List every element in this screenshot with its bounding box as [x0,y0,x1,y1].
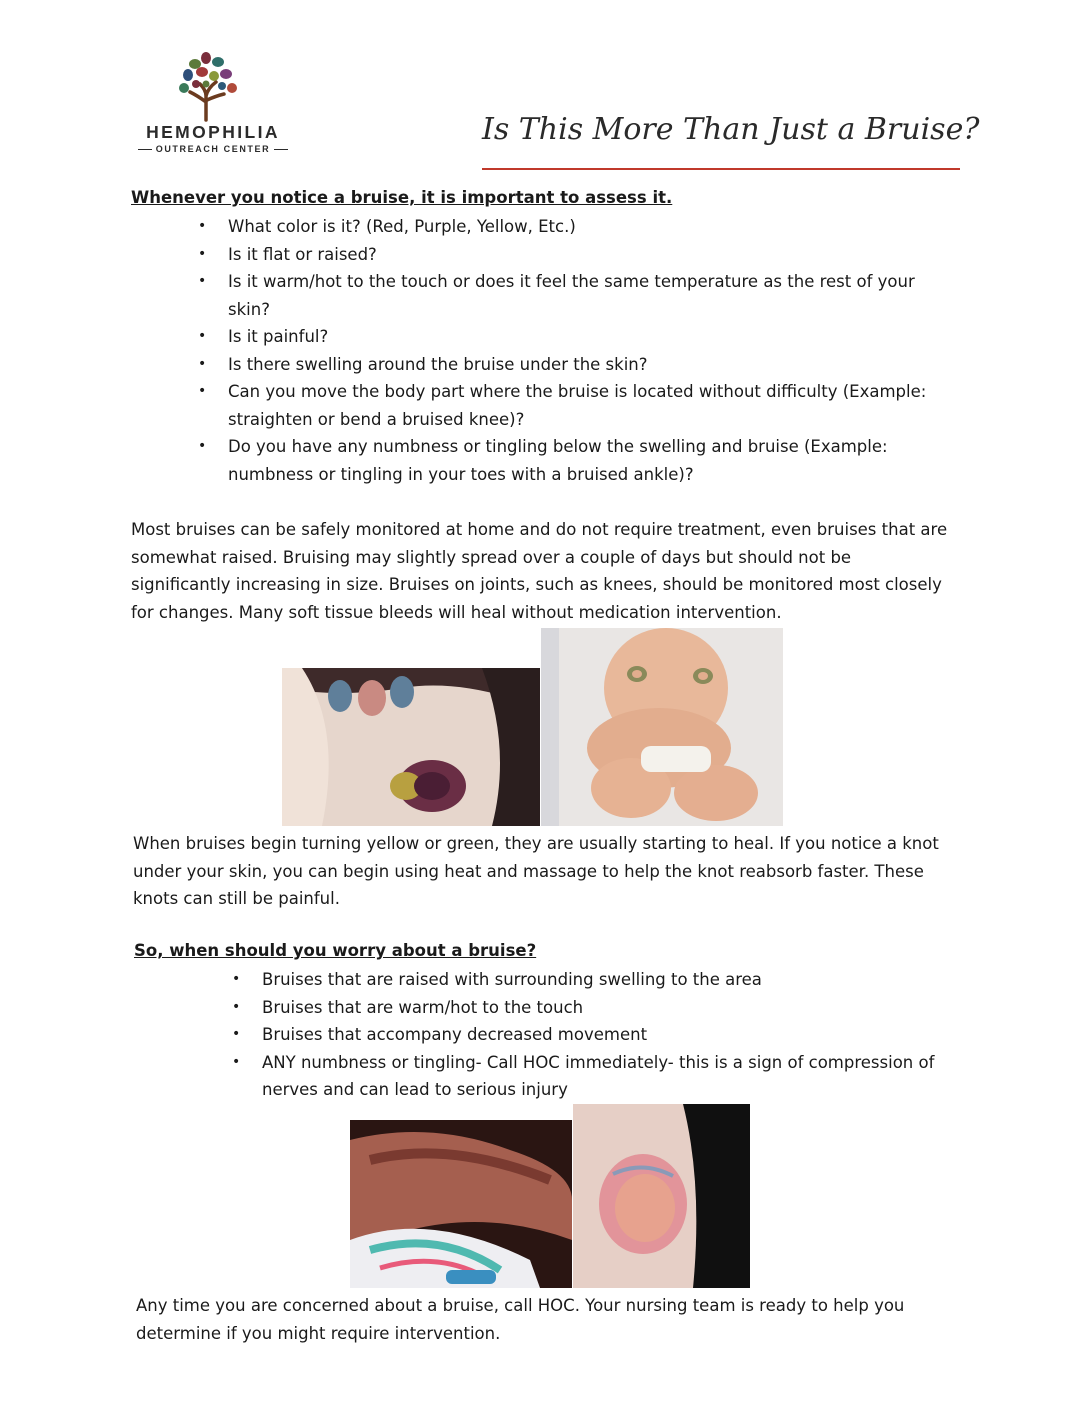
bullet-icon: • [198,245,207,262]
photo-baby-bruises [541,628,783,826]
page-title: Is This More Than Just a Bruise? [482,112,980,147]
section1-list [198,213,948,488]
bullet-icon: • [198,328,207,344]
list-item: • What color is it? (Red, Purple, Yellow, Etc.) [228,213,948,241]
paragraph-monitoring: Most bruises can be safely monitored at home and do not require treatment, even bruises that are somewhat raised. Bruising may slightly spread over a couple of days but should not be significantly increasing in size. Bruises on joints, such as knees, should be monitored most closely for changes. Many soft tissue bleeds will heal without medication intervention. [131,520,948,622]
paragraph-healing: When bruises begin turning yellow or green, they are usually starting to heal. If you notice a knot under your skin, you can begin using heat and massage to help the knot reabsorb faster. These knots can still be painful. [133,834,939,908]
logo-subtitle-text: OUTREACH CENTER [155,144,271,154]
bullet-icon: • [198,383,207,399]
list-item: • Do you have any numbness or tingling below the swelling and bruise (Example: numbness or tingling in your toes with a bruised ankle)? [228,433,948,488]
list-item: • Is it flat or raised? [228,241,948,269]
list-item: • Bruises that are warm/hot to the touch [262,994,962,1022]
list-item: • Can you move the body part where the bruise is located without difficulty (Example: straighten or bend a bruised knee)? [228,378,948,433]
bullet-icon: • [198,438,207,454]
bullet-icon: • [232,971,241,987]
section1-heading: Whenever you notice a bruise, it is important to assess it. [131,188,673,207]
logo-dash-right [274,149,288,150]
section2-heading: So, when should you worry about a bruise? [134,941,537,960]
bullet-icon: • [232,998,241,1015]
list-item: • Bruises that accompany decreased movement [262,1021,962,1049]
list-item: • Is it warm/hot to the touch or does it feel the same temperature as the rest of your skin? [228,268,948,323]
bullet-icon: • [198,218,207,234]
logo-name: HEMOPHILIA [146,122,280,142]
logo-dash-left [138,149,152,150]
paragraph-call-hoc: Any time you are concerned about a bruise, call HOC. Your nursing team is ready to help you determine if you might require intervention. [136,1296,905,1343]
photo-knee-bruise [282,668,540,826]
logo-tree-icon [176,50,240,122]
bullet-icon: • [198,355,207,372]
photo-hand-bruise [350,1120,572,1288]
list-item: • ANY numbness or tingling- Call HOC immediately- this is a sign of compression of nerves and can lead to serious injury [262,1049,962,1104]
list-item: • Is it painful? [228,323,948,351]
section2-list [232,966,962,1104]
bullet-icon: • [198,273,207,289]
list-item: • Is there swelling around the bruise under the skin? [228,351,948,379]
title-rule [482,168,960,170]
bullet-icon: • [232,1053,241,1070]
logo-subtitle [128,144,298,154]
list-item: • Bruises that are raised with surrounding swelling to the area [262,966,962,994]
bullet-icon: • [232,1026,241,1042]
photo-elbow-bruise [573,1104,750,1288]
